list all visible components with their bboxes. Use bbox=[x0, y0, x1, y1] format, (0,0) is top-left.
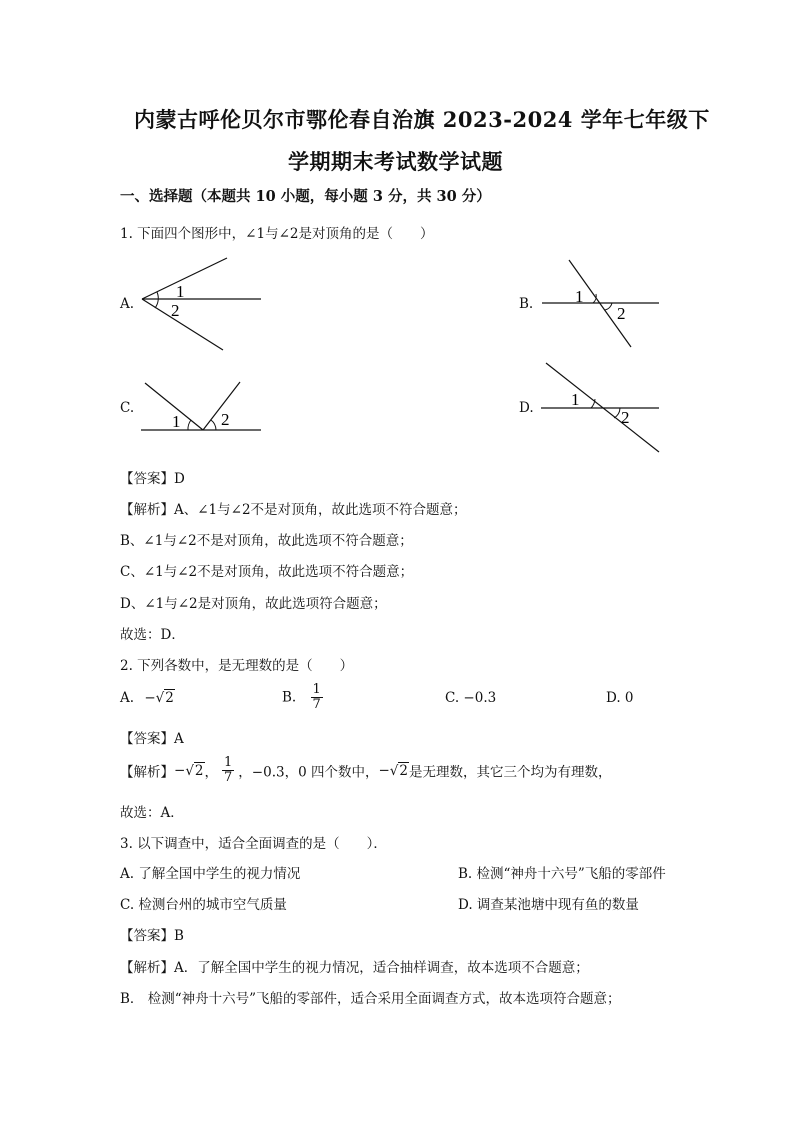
q3-analysis-line: B． 检测“神舟十六号”飞船的零部件，适合采用全面调查方式，故本选项符合题意； bbox=[120, 991, 621, 1007]
angle-1-label: 1 bbox=[176, 282, 185, 301]
q1-analysis-line: 【解析】A、∠1与∠2不是对顶角，故此选项不符合题意； bbox=[120, 502, 467, 518]
angle-1-label: 1 bbox=[571, 390, 580, 409]
angle-2-label: 2 bbox=[171, 301, 180, 320]
q2-option-a: A. −√2 bbox=[120, 690, 174, 706]
q2-analysis: 【解析】−√2， $\frac{1}{7}$ ，−0.3，0 四个数中，−√2是无理数，其它三个均为有理数， bbox=[120, 755, 612, 785]
q1-figure-a bbox=[135, 252, 270, 357]
q3-option-c: C. 检测台州的城市空气质量 bbox=[120, 897, 287, 913]
q1-option-c-label: C. bbox=[120, 400, 135, 416]
section-heading: 一、选择题（本题共 10 小题，每小题 3 分，共 30 分） bbox=[120, 188, 491, 205]
doc-title-line1: 内蒙古呼伦贝尔市鄂伦春自治旗 2023-2024 学年七年级下 bbox=[134, 107, 710, 132]
angle-1-label: 1 bbox=[172, 412, 181, 431]
q1-option-a-label: A. bbox=[120, 296, 135, 312]
q1-analysis-line: C、∠1与∠2不是对顶角，故此选项不符合题意； bbox=[120, 564, 414, 580]
q3-answer: 【答案】B bbox=[120, 928, 184, 944]
q2-option-b: B. $\frac{1}{7}$ bbox=[282, 682, 321, 712]
doc-title-line2: 学期期末考试数学试题 bbox=[288, 149, 503, 174]
q3-option-d: D. 调查某池塘中现有鱼的数量 bbox=[458, 897, 639, 913]
q3-option-a: A. 了解全国中学生的视力情况 bbox=[120, 866, 301, 882]
angle-2-label: 2 bbox=[621, 408, 630, 427]
q1-analysis-line: 故选：D． bbox=[120, 627, 185, 643]
q3-analysis-line: 【解析】A．了解全国中学生的视力情况，适合抽样调查，故本选项不合题意； bbox=[120, 960, 589, 976]
q1-option-b-label: B. bbox=[519, 296, 534, 312]
q2-answer: 【答案】A bbox=[120, 731, 184, 747]
q2-stem: 2. 下列各数中，是无理数的是（ ） bbox=[120, 658, 354, 674]
angle-1-label: 1 bbox=[575, 287, 584, 306]
q1-option-d-label: D. bbox=[519, 400, 534, 416]
q1-answer: 【答案】D bbox=[120, 471, 185, 487]
q1-figure-d bbox=[535, 360, 665, 456]
angle-2-label: 2 bbox=[617, 304, 626, 323]
q2-conclusion: 故选：A． bbox=[120, 805, 184, 821]
q1-stem: 1. 下面四个图形中，∠1与∠2是对顶角的是（ ） bbox=[120, 226, 434, 242]
q1-analysis-line: B、∠1与∠2不是对顶角，故此选项不符合题意； bbox=[120, 533, 413, 549]
q1-figure-c bbox=[135, 378, 270, 436]
q3-stem: 3. 以下调查中，适合全面调查的是（ ）． bbox=[120, 836, 387, 852]
q1-analysis-line: D、∠1与∠2是对顶角，故此选项符合题意； bbox=[120, 596, 387, 612]
q3-option-b: B. 检测“神舟十六号”飞船的零部件 bbox=[458, 866, 666, 882]
angle-2-label: 2 bbox=[221, 410, 230, 429]
q2-option-d: D. 0 bbox=[606, 690, 634, 706]
q2-option-c: C. −0.3 bbox=[445, 690, 497, 706]
q1-figure-b bbox=[535, 254, 665, 350]
